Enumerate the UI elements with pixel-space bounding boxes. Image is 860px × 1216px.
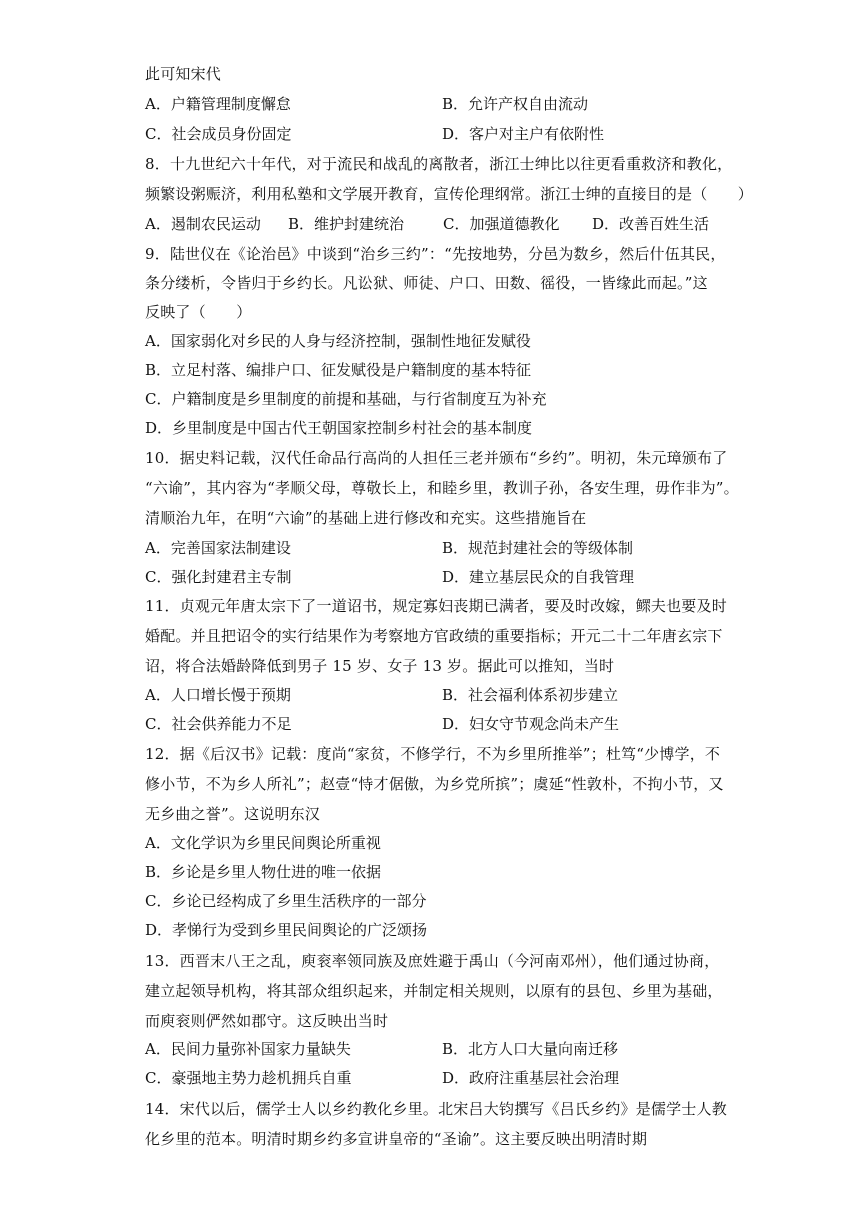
q7-option-a: A．户籍管理制度懈怠: [145, 95, 291, 113]
q8-option-c: C．加强道德教化: [443, 215, 560, 233]
q10-option-b: B．规范封建社会的等级体制: [442, 539, 634, 557]
q8-stem-line-1: 8．十九世纪六十年代，对于流民和战乱的离散者，浙江士绅比以往更看重救济和教化，: [145, 155, 733, 173]
q13-option-a: A．民间力量弥补国家力量缺失: [145, 1040, 351, 1058]
q8-option-b: B．维护封建统治: [288, 215, 405, 233]
q9-stem-line-3: 反映了（ ）: [145, 303, 252, 321]
q7-option-c: C．社会成员身份固定: [145, 125, 292, 143]
q13-stem-line-1: 13．西晋末八王之乱，庾衮率领同族及庶姓避于禹山（今河南邓州），他们通过协商，: [145, 952, 720, 970]
q8-stem-line-2: 频繁设粥赈济，利用私塾和文学展开教育，宣传伦理纲常。浙江士绅的直接目的是（ ）: [145, 185, 754, 203]
q12-stem-line-3: 无乡曲之誉”。这说明东汉: [145, 805, 321, 823]
q12-option-a: A．文化学识为乡里民间舆论所重视: [145, 834, 381, 852]
q11-option-c: C．社会供养能力不足: [145, 715, 292, 733]
q8-option-a: A．遏制农民运动: [145, 215, 261, 233]
q14-stem-line-2: 化乡里的范本。明清时期乡约多宣讲皇帝的“圣谕”。这主要反映出明清时期: [145, 1130, 648, 1148]
q11-option-b: B．社会福利体系初步建立: [442, 686, 619, 704]
q11-stem-line-1: 11．贞观元年唐太宗下了一道诏书，规定寡妇丧期已满者，要及时改嫁，鳏夫也要及时: [145, 597, 727, 615]
q9-option-a: A．国家弱化对乡民的人身与经济控制，强制性地征发赋役: [145, 332, 531, 350]
q11-stem-line-3: 诏，将合法婚龄降低到男子 15 岁、女子 13 岁。据此可以推知，当时: [145, 657, 615, 675]
q13-option-c: C．豪强地主势力趁机拥兵自重: [145, 1069, 352, 1087]
q12-option-c: C．乡论已经构成了乡里生活秩序的一部分: [145, 892, 427, 910]
q13-stem-line-2: 建立起领导机构，将其部众组织起来，并制定相关规则，以原有的县包、乡里为基础，: [145, 982, 723, 1000]
q14-stem-line-1: 14．宋代以后，儒学士人以乡约教化乡里。北宋吕大钧撰写《吕氏乡约》是儒学士人教: [145, 1100, 727, 1118]
q7-option-d: D．客户对主户有依附性: [442, 125, 605, 143]
q10-option-a: A．完善国家法制建设: [145, 539, 291, 557]
q10-stem-line-1: 10．据史料记载，汉代任命品行高尚的人担任三老并颁布“乡约”。明初，朱元璋颁布了: [145, 449, 728, 467]
q9-option-b: B．立足村落、编排户口、征发赋役是户籍制度的基本特征: [145, 361, 532, 379]
q12-option-b: B．乡论是乡里人物仕进的唯一依据: [145, 863, 382, 881]
q12-option-d: D．孝悌行为受到乡里民间舆论的广泛颂扬: [145, 921, 428, 939]
q10-option-c: C．强化封建君主专制: [145, 568, 292, 586]
q8-option-d: D．改善百姓生活: [592, 215, 710, 233]
q7-option-b: B．允许产权自由流动: [442, 95, 589, 113]
q10-stem-line-2: “六谕”，其内容为“孝顺父母，尊敬长上，和睦乡里，教训子孙，各安生理，毋作非为”。: [145, 479, 739, 497]
q13-option-b: B．北方人口大量向南迁移: [442, 1040, 619, 1058]
q11-stem-line-2: 婚配。并且把诏令的实行结果作为考察地方官政绩的重要指标；开元二十二年唐玄宗下: [145, 627, 723, 645]
q10-stem-line-3: 清顺治九年，在明“六谕”的基础上进行修改和充实。这些措施旨在: [145, 509, 587, 527]
q12-stem-line-1: 12．据《后汉书》记载：度尚“家贫，不修学行，不为乡里所推举”；杜笃“少博学，不: [145, 745, 721, 763]
q7-stem-tail: 此可知宋代: [145, 65, 222, 83]
q12-stem-line-2: 修小节，不为乡人所礼”；赵壹“恃才倨傲，为乡党所摈”；虞延“性敦朴，不拘小节，又: [145, 775, 724, 793]
q9-option-d: D．乡里制度是中国古代王朝国家控制乡村社会的基本制度: [145, 419, 533, 437]
q13-option-d: D．政府注重基层社会治理: [442, 1069, 620, 1087]
q9-stem-line-1: 9．陆世仪在《论治邑》中谈到“治乡三约”：“先按地势，分邑为数乡，然后什伍其民，: [145, 245, 726, 263]
q13-stem-line-3: 而庾衮则俨然如郡守。这反映出当时: [145, 1012, 389, 1030]
q9-stem-line-2: 条分缕析，令皆归于乡约长。凡讼狱、师徒、户口、田数、徭役，一皆缘此而起。”这: [145, 274, 708, 292]
q11-option-d: D．妇女守节观念尚未产生: [442, 715, 620, 733]
q9-option-c: C．户籍制度是乡里制度的前提和基础，与行省制度互为补充: [145, 390, 547, 408]
q10-option-d: D．建立基层民众的自我管理: [442, 568, 635, 586]
q11-option-a: A．人口增长慢于预期: [145, 686, 291, 704]
